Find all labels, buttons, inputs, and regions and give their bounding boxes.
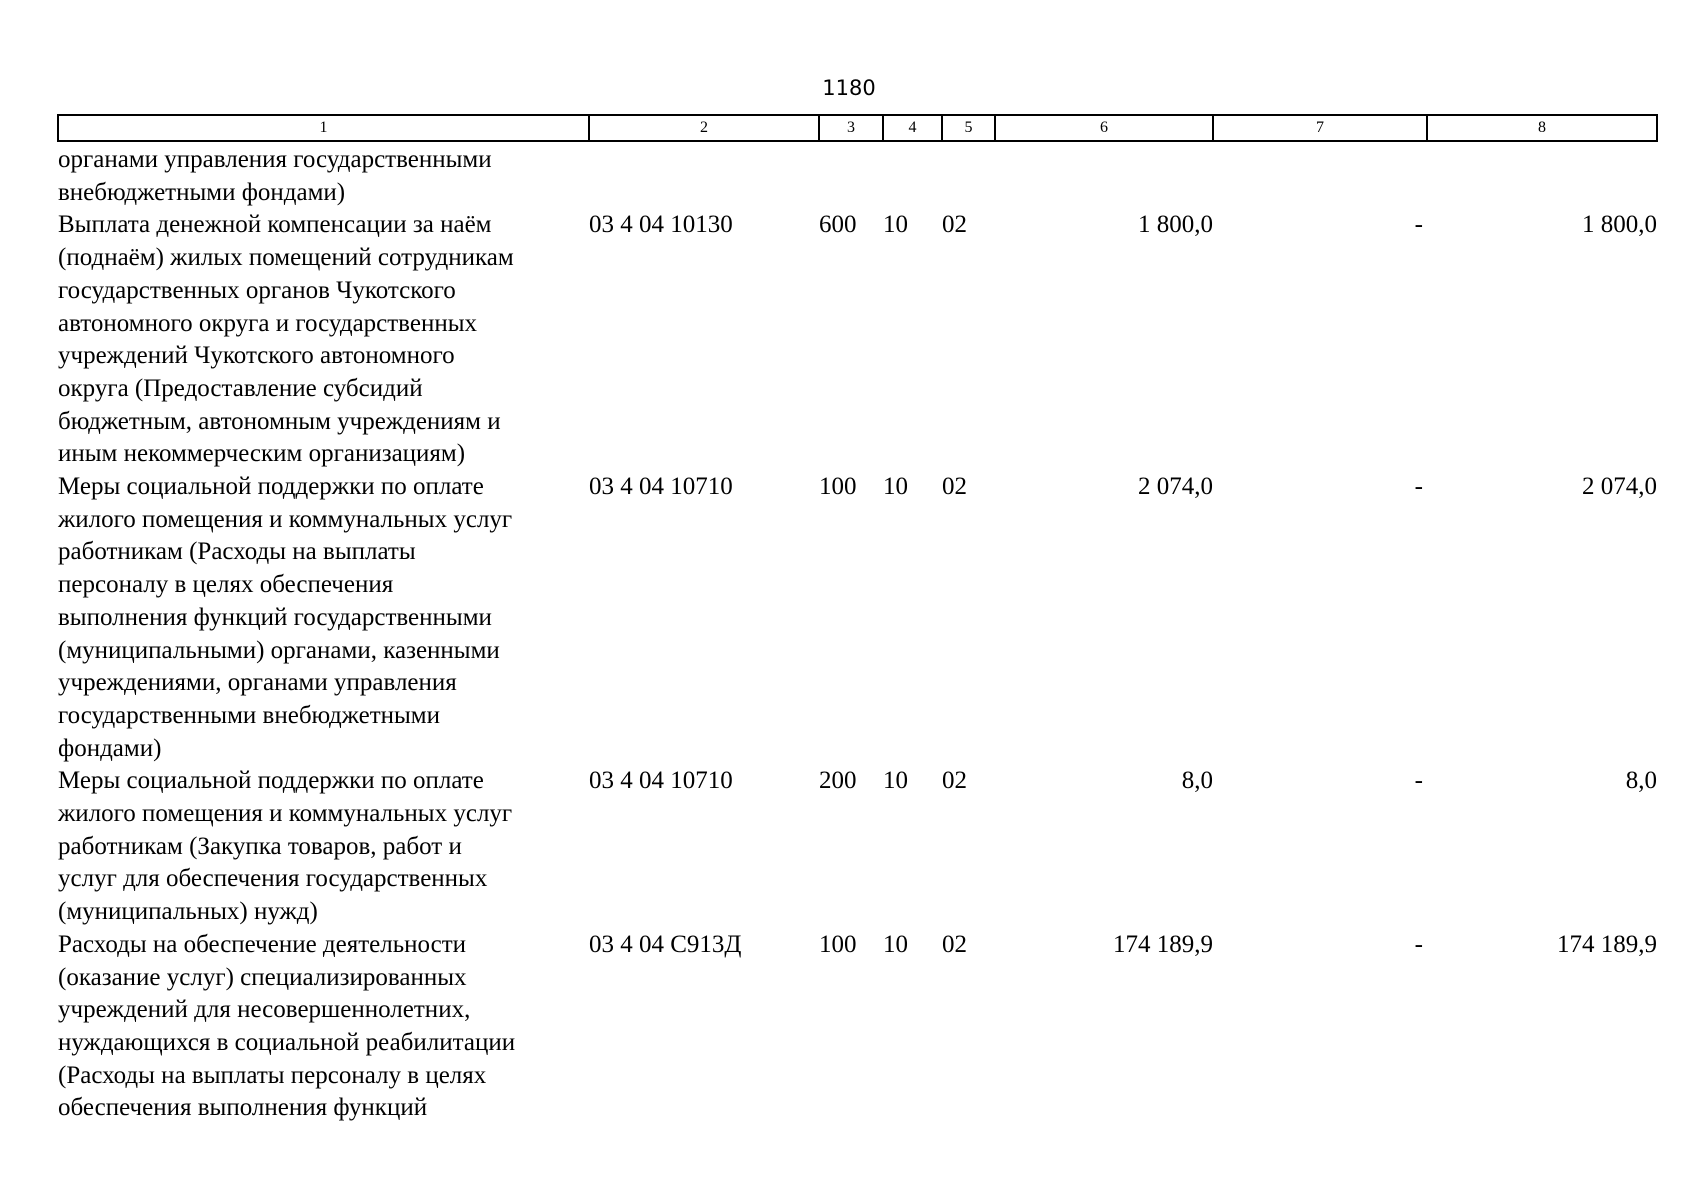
amount-column-7: - (1414, 930, 1423, 958)
description-line: учреждений для несовершеннолетних, (58, 996, 471, 1024)
expense-type-code: 200 (819, 767, 857, 795)
description-line: Меры социальной поддержки по оплате (58, 473, 484, 501)
amount-column-7 (1213, 141, 1427, 209)
description-line: учреждениями, органами управления (58, 669, 457, 697)
description-line: учреждений Чукотского автономного (58, 342, 455, 370)
description-line: Меры социальной поддержки по оплате (58, 767, 484, 795)
amount-column-7: - (1414, 767, 1423, 795)
amount-column-7: - (1414, 473, 1423, 501)
table-body (58, 141, 1657, 1125)
description-line: Расходы на обеспечение деятельности (58, 930, 467, 958)
expense-type-code (819, 141, 883, 209)
description-line: внебюджетными фондами) (58, 178, 346, 206)
column-number-5: 5 (942, 115, 995, 141)
column-number-8: 8 (1427, 115, 1657, 141)
amount-column-6 (995, 141, 1213, 209)
amount-column-8: 174 189,9 (1557, 930, 1657, 958)
table-row (58, 929, 1657, 1125)
amount-column-8: 8,0 (1625, 767, 1657, 795)
page-number: 1180 (822, 76, 876, 100)
description-line: (оказание услуг) специализированных (58, 963, 467, 991)
budget-table (57, 114, 1658, 1125)
amount-column-6: 174 189,9 (1113, 930, 1213, 958)
target-article-code (589, 141, 819, 209)
description-line: жилого помещения и коммунальных услуг (58, 800, 513, 828)
description-line: работникам (Закупка товаров, работ и (58, 832, 462, 860)
column-number-row (58, 115, 1657, 141)
section-code: 10 (883, 473, 908, 501)
amount-column-7: - (1414, 211, 1423, 239)
target-article-code: 03 4 04 10710 (589, 473, 733, 501)
amount-column-8: 1 800,0 (1582, 211, 1657, 239)
column-number-4: 4 (883, 115, 942, 141)
column-number-1: 1 (58, 115, 589, 141)
table-row (58, 141, 1657, 209)
target-article-code: 03 4 04 С913Д (589, 930, 742, 958)
description-line: (Расходы на выплаты персоналу в целях (58, 1061, 487, 1089)
amount-column-6: 2 074,0 (1138, 473, 1213, 501)
row-description (58, 471, 589, 765)
expense-type-code: 600 (819, 211, 857, 239)
description-line: (поднаём) жилых помещений сотрудникам (58, 244, 514, 272)
column-number-6: 6 (995, 115, 1213, 141)
row-description (58, 765, 589, 929)
row-description (58, 141, 589, 209)
subsection-code: 02 (942, 930, 967, 958)
description-line: государственных органов Чукотского (58, 276, 456, 304)
description-line: выполнения функций государственными (58, 603, 492, 631)
description-line: бюджетным, автономным учреждениям и (58, 407, 501, 435)
description-line: Выплата денежной компенсации за наём (58, 211, 492, 239)
target-article-code: 03 4 04 10130 (589, 211, 733, 239)
expense-type-code: 100 (819, 473, 857, 501)
subsection-code (942, 141, 995, 209)
section-code: 10 (883, 930, 908, 958)
amount-column-6: 8,0 (1181, 767, 1213, 795)
description-line: органами управления государственными (58, 146, 492, 173)
section-code: 10 (883, 211, 908, 239)
expense-type-code: 100 (819, 930, 857, 958)
description-line: обеспечения выполнения функций (58, 1094, 428, 1122)
amount-column-6: 1 800,0 (1138, 211, 1213, 239)
description-line: (муниципальных) нужд) (58, 898, 318, 926)
description-line: иным некоммерческим организациям) (58, 440, 466, 468)
target-article-code: 03 4 04 10710 (589, 767, 733, 795)
column-number-7: 7 (1213, 115, 1427, 141)
amount-column-8 (1427, 141, 1657, 209)
subsection-code: 02 (942, 211, 967, 239)
subsection-code: 02 (942, 473, 967, 501)
subsection-code: 02 (942, 767, 967, 795)
table-row (58, 209, 1657, 471)
column-number-3: 3 (819, 115, 883, 141)
description-line: персоналу в целях обеспечения (58, 571, 394, 599)
description-line: жилого помещения и коммунальных услуг (58, 505, 513, 533)
description-line: услуг для обеспечения государственных (58, 865, 488, 893)
amount-column-8: 2 074,0 (1582, 473, 1657, 501)
description-line: автономного округа и государственных (58, 309, 477, 337)
table-row (58, 765, 1657, 929)
description-line: округа (Предоставление субсидий (58, 374, 423, 402)
description-line: государственными внебюджетными (58, 701, 441, 729)
row-description (58, 209, 589, 471)
description-line: фондами) (58, 734, 162, 762)
table-header (58, 115, 1657, 141)
section-code: 10 (883, 767, 908, 795)
description-line: нуждающихся в социальной реабилитации (58, 1028, 516, 1056)
description-line: (муниципальными) органами, казенными (58, 636, 500, 664)
description-line: работникам (Расходы на выплаты (58, 538, 416, 566)
row-description (58, 929, 589, 1125)
table-row (58, 471, 1657, 765)
column-number-2: 2 (589, 115, 819, 141)
section-code (883, 141, 942, 209)
